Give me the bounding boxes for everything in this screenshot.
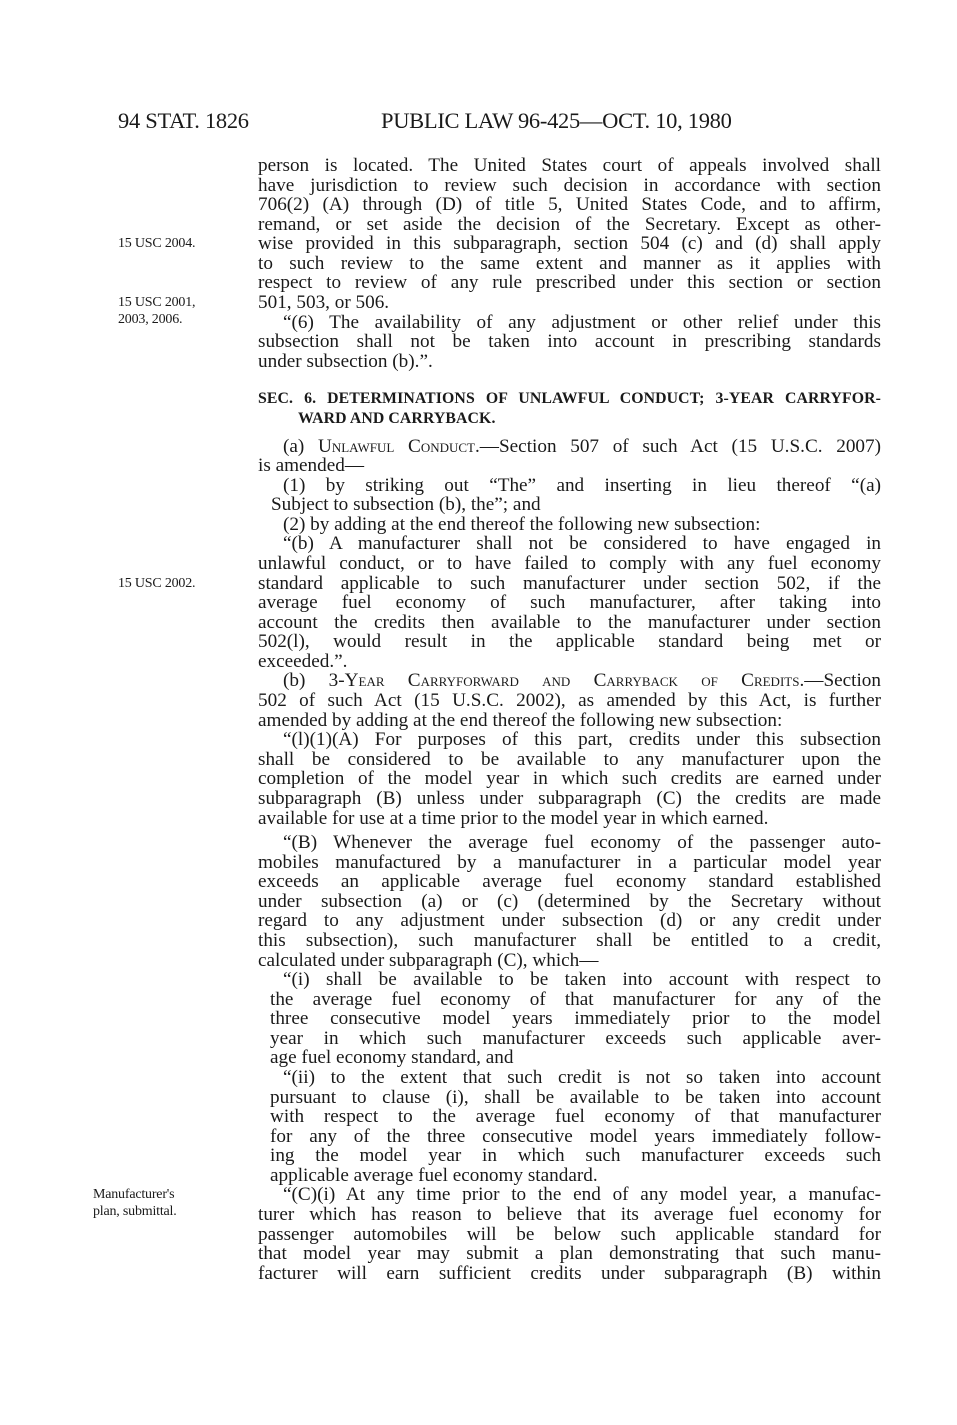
line-text: average fuel economy of such manufacturer, after taking into xyxy=(258,592,881,614)
paragraph xyxy=(258,437,881,476)
line-text: mobiles manufactured by a manufacturer in a particular model year xyxy=(258,851,881,873)
text-line xyxy=(258,951,881,971)
line-text: is amended— xyxy=(258,455,365,477)
text-line xyxy=(258,872,881,892)
text-line xyxy=(258,156,881,176)
line-text: “(6) The availability of any adjustment or other relief under this xyxy=(283,311,881,333)
text-line xyxy=(258,254,881,274)
text-line xyxy=(258,691,881,711)
text-line xyxy=(258,931,881,951)
page-stat-number: 94 STAT. 1826 xyxy=(118,108,249,133)
text-line xyxy=(258,730,881,750)
text-line xyxy=(258,769,881,789)
line-text: person is located. The United States court of appeals involved shall xyxy=(258,155,881,176)
section-heading xyxy=(258,389,881,428)
text-line xyxy=(258,273,881,293)
text-line xyxy=(258,1244,881,1264)
document-body xyxy=(93,155,881,1284)
line-text: 502(l), would result in the applicable standard being met or xyxy=(258,631,881,653)
text-line xyxy=(258,1146,881,1166)
line-text: Subject to subsection (b), the”; and xyxy=(271,494,541,516)
text-line xyxy=(258,892,881,912)
line-text: for any of the three consecutive model years immediately follow- xyxy=(270,1125,881,1147)
paragraph xyxy=(118,533,881,672)
text-line xyxy=(258,495,881,515)
text-line xyxy=(258,990,881,1010)
line-text: SEC. 6. DETERMINATIONS OF UNLAWFUL CONDUCT; 3-YEAR CARRYFOR- xyxy=(258,390,881,408)
text-line xyxy=(258,409,881,429)
line-text: that model year may submit a plan demonstrating that such manu- xyxy=(258,1243,881,1265)
line-text: pursuant to clause (i), shall be available to be taken into account xyxy=(270,1086,881,1108)
paragraph xyxy=(258,1068,881,1185)
text-line xyxy=(258,970,881,990)
text-line xyxy=(258,332,881,352)
paragraph xyxy=(258,476,881,515)
text-line xyxy=(258,176,881,196)
subsection-title: 3-Year Carryforward and Carryback of Credits xyxy=(328,670,800,692)
line-text: subsection shall not be taken into account in prescribing standards xyxy=(258,331,881,353)
text-span: .—Section 507 of such Act (15 U.S.C. 2007) xyxy=(475,435,881,457)
subsection-title: Unlawful Conduct xyxy=(317,435,475,457)
text-line xyxy=(258,593,881,613)
text-line xyxy=(258,1225,881,1245)
text-line xyxy=(258,476,881,496)
text-line xyxy=(258,1107,881,1127)
paragraph xyxy=(258,833,881,970)
line-text: “(i) shall be available to be taken into account with respect to xyxy=(283,969,881,991)
text-line xyxy=(258,671,881,691)
line-text: under subsection (a) or (c) (determined by the Secretary without xyxy=(258,890,881,912)
line-text: unlawful conduct, or to have failed to comply with any fuel economy xyxy=(258,552,881,574)
line-text: 501, 503, or 506. xyxy=(258,292,390,314)
text-line xyxy=(258,1205,881,1225)
line-text: passenger automobiles will be below such applicable standard for xyxy=(258,1223,881,1245)
margin-note: 15 USC 2004. xyxy=(118,236,196,252)
text-line xyxy=(258,789,881,809)
paragraph xyxy=(258,313,881,372)
text-line xyxy=(258,215,881,235)
line-text: exceeded.”. xyxy=(258,650,348,672)
text-line xyxy=(258,911,881,931)
text-line xyxy=(258,613,881,633)
line-text: applicable average fuel economy standard. xyxy=(270,1164,598,1186)
text-line xyxy=(258,554,881,574)
text-line xyxy=(258,632,881,652)
line-text: “(l)(1)(A) For purposes of this part, credits under this subsection xyxy=(283,729,881,751)
line-text: age fuel economy standard, and xyxy=(270,1047,514,1069)
text-span: .—Section xyxy=(799,670,881,692)
line-text: completion of the model year in which such credits are earned under xyxy=(258,768,881,790)
text-line xyxy=(258,313,881,333)
line-text: available for use at a time prior to the model year in which earned. xyxy=(258,807,769,829)
text-line xyxy=(258,456,881,476)
line-text: wise provided in this subparagraph, section 504 (c) and (d) shall apply xyxy=(258,233,881,255)
line-text: “(C)(i) At any time prior to the end of any model year, a manufac- xyxy=(283,1184,881,1206)
line-text: ing the model year in which such manufacturer exceeds such xyxy=(270,1145,881,1167)
text-line xyxy=(258,1127,881,1147)
line-text: turer which has reason to believe that its average fuel economy for xyxy=(258,1204,881,1226)
line-text: 706(2) (A) through (D) of title 5, United States Code, and to affirm, xyxy=(258,194,881,216)
line-text: to such review to the same extent and manner as it applies with xyxy=(258,252,881,274)
text-line xyxy=(118,572,881,594)
line-text: the average fuel economy of that manufacturer for any of the xyxy=(270,988,881,1010)
margin-note: 15 USC 2002. xyxy=(118,575,196,591)
line-text: remand, or set aside the decision of the Secretary. Except as other- xyxy=(258,213,881,235)
text-line xyxy=(258,750,881,770)
text-line xyxy=(258,534,881,554)
text-line xyxy=(258,1088,881,1108)
text-line xyxy=(258,853,881,873)
text-line xyxy=(258,1068,881,1088)
line-text: WARD AND CARRYBACK. xyxy=(298,409,496,427)
line-text: 502 of such Act (15 U.S.C. 2002), as amended by this Act, is further xyxy=(258,690,881,712)
line-text: standard applicable to such manufacturer under section 502, if the xyxy=(258,572,881,594)
text-line xyxy=(118,233,881,255)
text-line xyxy=(258,515,881,535)
line-text: (2) by adding at the end thereof the following new subsection: xyxy=(283,513,761,535)
text-line xyxy=(258,1029,881,1049)
line-text: have jurisdiction to review such decision in accordance with section xyxy=(258,174,881,196)
line-text: under subsection (b).”. xyxy=(258,350,433,372)
line-text: “(b) A manufacturer shall not be considered to have engaged in xyxy=(283,533,881,555)
text-span: (a) xyxy=(283,435,318,457)
margin-note: Manufacturer's plan, submittal. xyxy=(93,1187,177,1220)
line-text: “(ii) to the extent that such credit is not so taken into account xyxy=(283,1067,881,1089)
line-text: with respect to the average fuel economy of that manufacturer xyxy=(270,1106,881,1128)
line-text: exceeds an applicable average fuel economy standard established xyxy=(258,871,881,893)
text-line xyxy=(258,352,881,372)
line-text: amended by adding at the end thereof the following new subsection: xyxy=(258,709,783,731)
text-line xyxy=(258,833,881,853)
line-text: regard to any adjustment under subsection (d) or any credit under xyxy=(258,910,881,932)
line-text: calculated under subparagraph (C), which— xyxy=(258,949,599,971)
text-line xyxy=(258,437,881,457)
running-header: PUBLIC LAW 96-425—OCT. 10, 1980 xyxy=(381,108,732,133)
text-line xyxy=(258,195,881,215)
paragraph xyxy=(258,970,881,1068)
line-text: facturer will earn sufficient credits under subparagraph (B) within xyxy=(258,1262,881,1284)
line-text: (1) by striking out “The” and inserting in lieu thereof “(a) xyxy=(283,474,881,496)
line-text: this subsection), such manufacturer shall be entitled to a credit, xyxy=(258,929,881,951)
paragraph xyxy=(258,730,881,828)
text-line xyxy=(258,1048,881,1068)
line-text: subparagraph (B) unless under subparagraph (C) the credits are made xyxy=(258,787,881,809)
line-text: three consecutive model years immediately prior to the model xyxy=(270,1008,881,1030)
text-line xyxy=(258,809,881,829)
margin-note: 15 USC 2001, 2003, 2006. xyxy=(118,295,196,328)
text-line xyxy=(258,389,881,409)
text-line xyxy=(258,711,881,731)
paragraph xyxy=(258,671,881,730)
text-line xyxy=(258,1264,881,1284)
text-line xyxy=(258,1009,881,1029)
text-line xyxy=(258,652,881,672)
text-span: (b) xyxy=(283,670,329,692)
text-line xyxy=(258,1166,881,1186)
line-text: respect to review of any rule prescribed under this section or section xyxy=(258,272,881,294)
paragraph xyxy=(258,515,881,535)
paragraph xyxy=(93,1184,881,1284)
line-text: year in which such manufacturer exceeds such applicable aver- xyxy=(270,1027,881,1049)
line-text: account the credits then available to the manufacturer under section xyxy=(258,611,881,633)
line-text: “(B) Whenever the average fuel economy of the passenger auto- xyxy=(283,832,881,854)
line-text: shall be considered to be available to any manufacturer upon the xyxy=(258,748,881,770)
